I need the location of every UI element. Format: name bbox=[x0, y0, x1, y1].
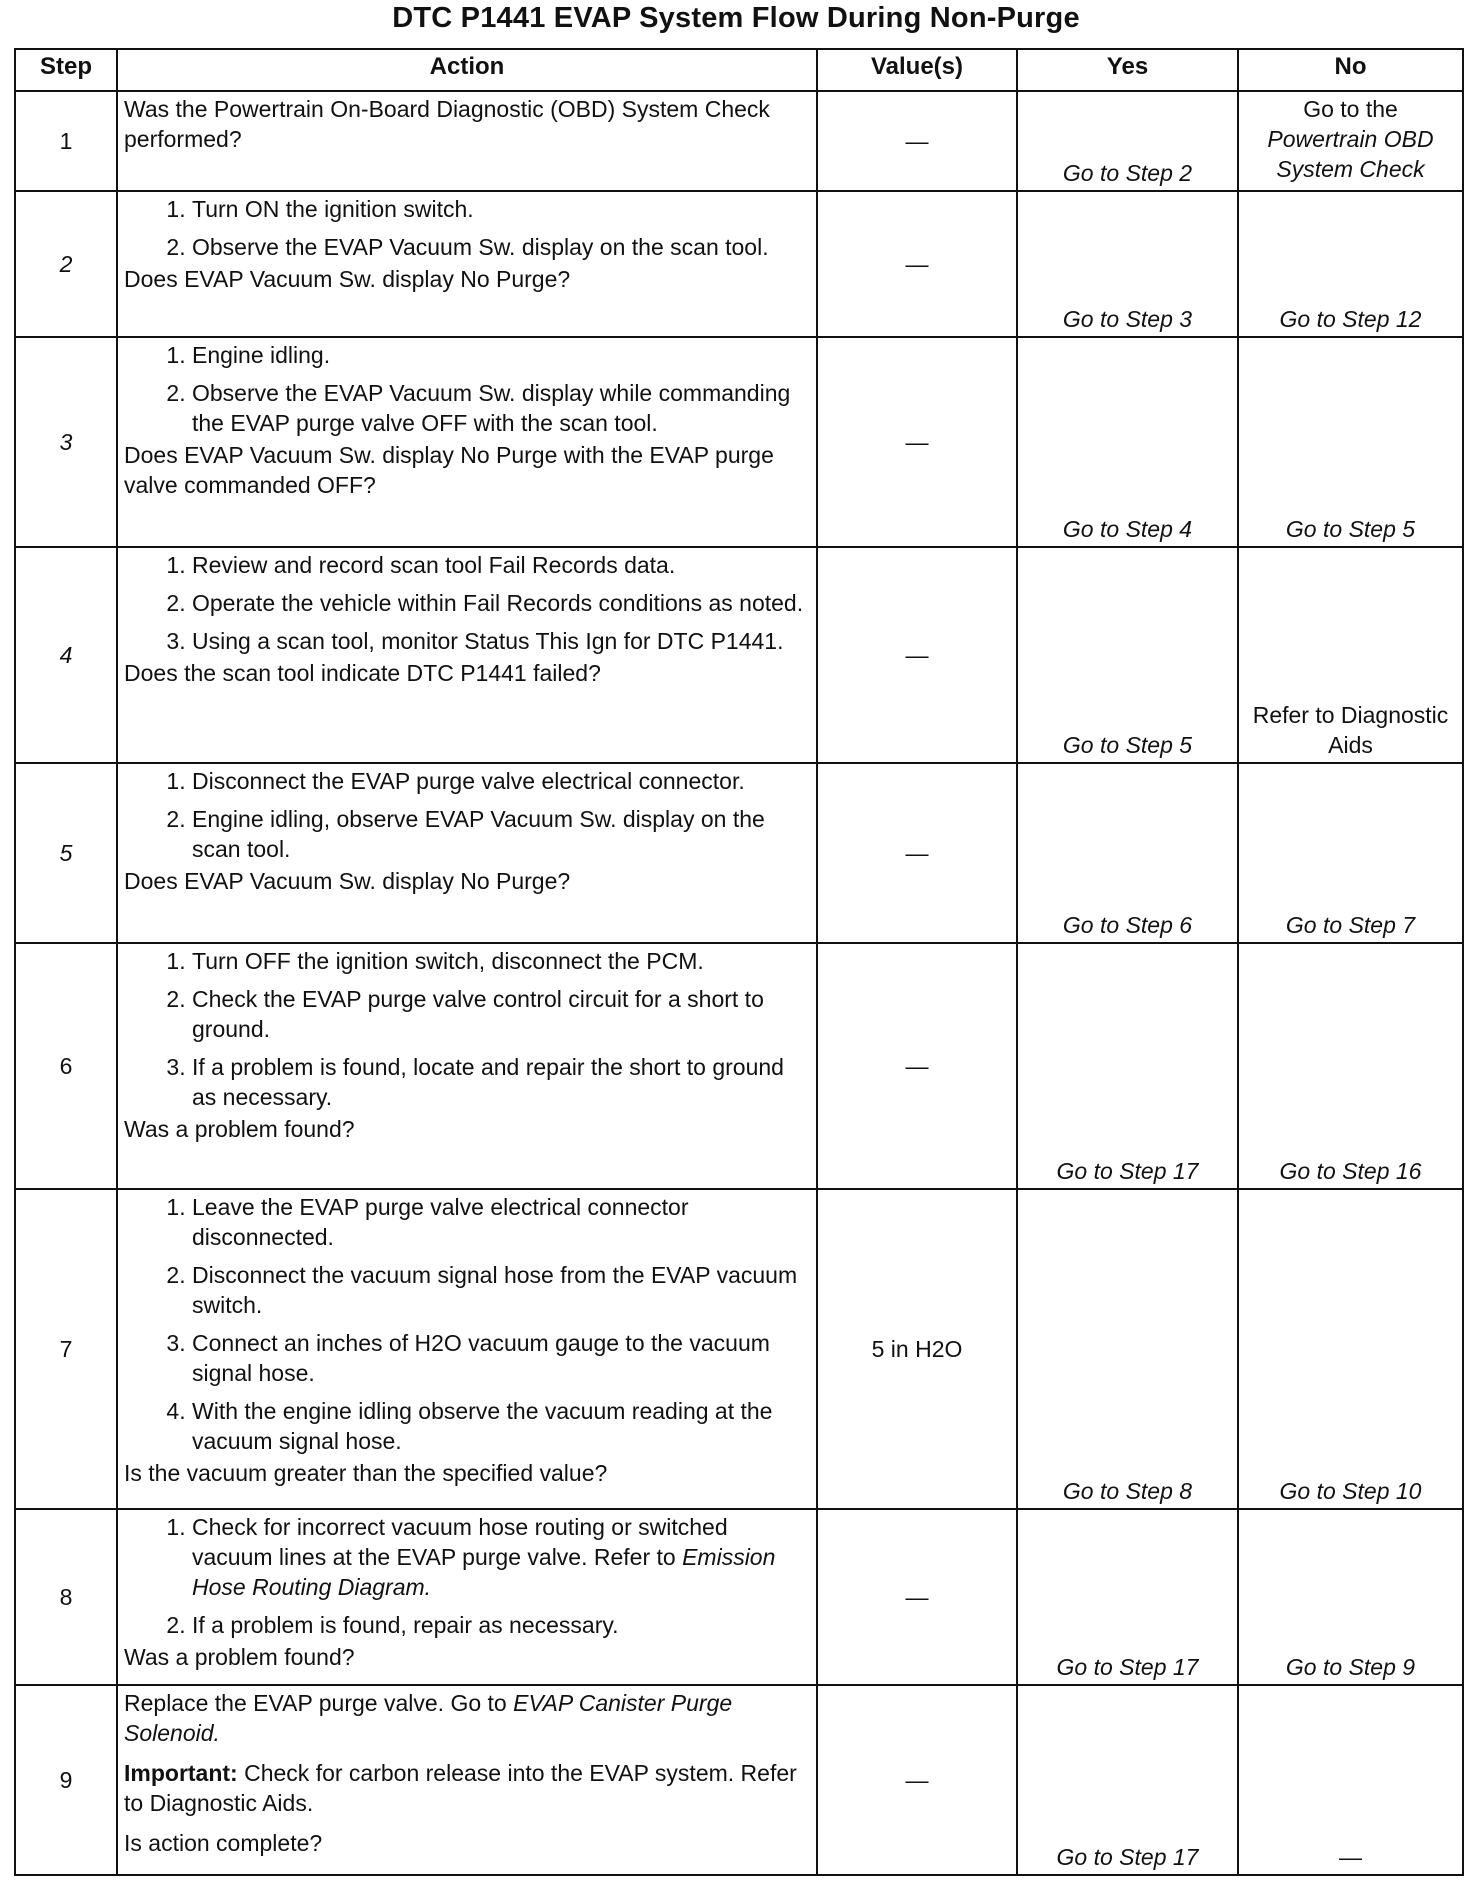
step-action bbox=[117, 547, 817, 763]
step-question: Is action complete? bbox=[124, 1830, 323, 1856]
step-question: Was a problem found? bbox=[124, 1116, 355, 1142]
instruction-item: 1. Engine idling. bbox=[192, 340, 810, 370]
step-action bbox=[117, 91, 817, 191]
table-row bbox=[15, 763, 1463, 943]
step-question: Does EVAP Vacuum Sw. display No Purge? bbox=[124, 868, 571, 894]
step-value: — bbox=[817, 91, 1017, 191]
page-title: DTC P1441 EVAP System Flow During Non-Purge bbox=[392, 2, 1080, 34]
instruction-item: 1. Disconnect the EVAP purge valve electrical connector. bbox=[192, 766, 810, 796]
no-result: Go to Step 16 bbox=[1238, 943, 1463, 1189]
step-question: Does EVAP Vacuum Sw. display No Purge with the EVAP purge valve commanded OFF? bbox=[124, 442, 774, 498]
yes-result: Go to Step 17 bbox=[1017, 1685, 1238, 1875]
table-row bbox=[15, 1189, 1463, 1509]
instruction-item: 2. Check the EVAP purge valve control circuit for a short to ground. bbox=[192, 984, 810, 1044]
instruction-item: 1. Turn ON the ignition switch. bbox=[192, 194, 810, 224]
instruction-item: 2. Observe the EVAP Vacuum Sw. display while commanding the EVAP purge valve OFF with the scan tool. bbox=[192, 378, 810, 438]
reference-link[interactable]: EVAP Canister Purge Solenoid. bbox=[124, 1690, 733, 1746]
step-number: 1 bbox=[15, 91, 117, 191]
instruction-text: Replace the EVAP purge valve. Go to bbox=[124, 1690, 514, 1716]
step-question: Is the vacuum greater than the specified value? bbox=[124, 1460, 608, 1486]
step-number: 5 bbox=[15, 763, 117, 943]
step-value: — bbox=[817, 763, 1017, 943]
no-result: Go to Step 10 bbox=[1238, 1189, 1463, 1509]
step-question: Does the scan tool indicate DTC P1441 failed? bbox=[124, 660, 601, 686]
step-value: — bbox=[817, 547, 1017, 763]
reference-link[interactable]: Emission Hose Routing Diagram. bbox=[192, 1544, 776, 1600]
no-result: Go to Step 9 bbox=[1238, 1509, 1463, 1685]
step-number: 8 bbox=[15, 1509, 117, 1685]
step-action bbox=[117, 1509, 817, 1685]
no-result: Go to Step 5 bbox=[1238, 337, 1463, 547]
yes-result: Go to Step 17 bbox=[1017, 1509, 1238, 1685]
header-step: Step bbox=[15, 49, 117, 91]
no-result bbox=[1238, 91, 1463, 191]
table-row bbox=[15, 1509, 1463, 1685]
no-result: — bbox=[1238, 1685, 1463, 1875]
no-result-reference: Powertrain OBD System Check bbox=[1267, 126, 1434, 182]
instruction-item: 1. Review and record scan tool Fail Records data. bbox=[192, 550, 810, 580]
instruction-item: 2. Disconnect the vacuum signal hose from the EVAP vacuum switch. bbox=[192, 1260, 810, 1320]
header-value: Value(s) bbox=[817, 49, 1017, 91]
yes-result: Go to Step 8 bbox=[1017, 1189, 1238, 1509]
instruction-item bbox=[192, 1512, 810, 1602]
table-row bbox=[15, 91, 1463, 191]
instruction-item: 3. Using a scan tool, monitor Status This Ign for DTC P1441. bbox=[192, 626, 810, 656]
table-row bbox=[15, 943, 1463, 1189]
important-label: Important: bbox=[124, 1760, 238, 1786]
step-number: 4 bbox=[15, 547, 117, 763]
instruction-item: 2. Operate the vehicle within Fail Records conditions as noted. bbox=[192, 588, 810, 618]
step-question: Was the Powertrain On-Board Diagnostic (OBD) System Check performed? bbox=[124, 96, 770, 152]
no-result: Go to Step 7 bbox=[1238, 763, 1463, 943]
step-value: — bbox=[817, 191, 1017, 337]
step-number: 6 bbox=[15, 943, 117, 1189]
header-action: Action bbox=[117, 49, 817, 91]
step-action bbox=[117, 1685, 817, 1875]
step-value: — bbox=[817, 1685, 1017, 1875]
step-question: Was a problem found? bbox=[124, 1644, 355, 1670]
header-no: No bbox=[1238, 49, 1463, 91]
instruction-item: 3. If a problem is found, locate and repair the short to ground as necessary. bbox=[192, 1052, 810, 1112]
no-result: Go to Step 12 bbox=[1238, 191, 1463, 337]
step-value: — bbox=[817, 1509, 1017, 1685]
header-yes: Yes bbox=[1017, 49, 1238, 91]
instruction-item: 2. Engine idling, observe EVAP Vacuum Sw. display on the scan tool. bbox=[192, 804, 810, 864]
important-note bbox=[124, 1758, 810, 1818]
step-question: Does EVAP Vacuum Sw. display No Purge? bbox=[124, 266, 571, 292]
no-result: Refer to Diagnostic Aids bbox=[1238, 547, 1463, 763]
step-value: 5 in H2O bbox=[817, 1189, 1017, 1509]
step-value: — bbox=[817, 337, 1017, 547]
table-header-row bbox=[15, 49, 1463, 91]
table-row bbox=[15, 547, 1463, 763]
instruction-item: 1. Leave the EVAP purge valve electrical connector disconnected. bbox=[192, 1192, 810, 1252]
step-action bbox=[117, 943, 817, 1189]
instruction-item: 1. Turn OFF the ignition switch, disconnect the PCM. bbox=[192, 946, 810, 976]
step-action bbox=[117, 763, 817, 943]
table-row bbox=[15, 191, 1463, 337]
table-row bbox=[15, 1685, 1463, 1875]
step-action bbox=[117, 337, 817, 547]
yes-result: Go to Step 17 bbox=[1017, 943, 1238, 1189]
instruction-text: Check for incorrect vacuum hose routing or switched vacuum lines at the EVAP purge valve. Refer to bbox=[192, 1514, 728, 1570]
step-number: 7 bbox=[15, 1189, 117, 1509]
yes-result: Go to Step 2 bbox=[1017, 91, 1238, 191]
instruction-item: 3. Connect an inches of H2O vacuum gauge to the vacuum signal hose. bbox=[192, 1328, 810, 1388]
instruction-paragraph bbox=[124, 1688, 810, 1748]
instruction-item: 4. With the engine idling observe the vacuum reading at the vacuum signal hose. bbox=[192, 1396, 810, 1456]
yes-result: Go to Step 5 bbox=[1017, 547, 1238, 763]
step-number: 9 bbox=[15, 1685, 117, 1875]
diagnostic-table bbox=[14, 48, 1464, 1876]
step-action bbox=[117, 191, 817, 337]
step-number: 2 bbox=[15, 191, 117, 337]
yes-result: Go to Step 6 bbox=[1017, 763, 1238, 943]
instruction-item: 2. If a problem is found, repair as necessary. bbox=[192, 1610, 810, 1640]
instruction-item: 2. Observe the EVAP Vacuum Sw. display on the scan tool. bbox=[192, 232, 810, 262]
step-action bbox=[117, 1189, 817, 1509]
no-result-line: Go to the bbox=[1303, 96, 1398, 122]
yes-result: Go to Step 4 bbox=[1017, 337, 1238, 547]
step-number: 3 bbox=[15, 337, 117, 547]
step-value: — bbox=[817, 943, 1017, 1189]
important-text: Check for carbon release into the EVAP system. Refer to Diagnostic Aids. bbox=[124, 1760, 797, 1816]
table-row bbox=[15, 337, 1463, 547]
yes-result: Go to Step 3 bbox=[1017, 191, 1238, 337]
